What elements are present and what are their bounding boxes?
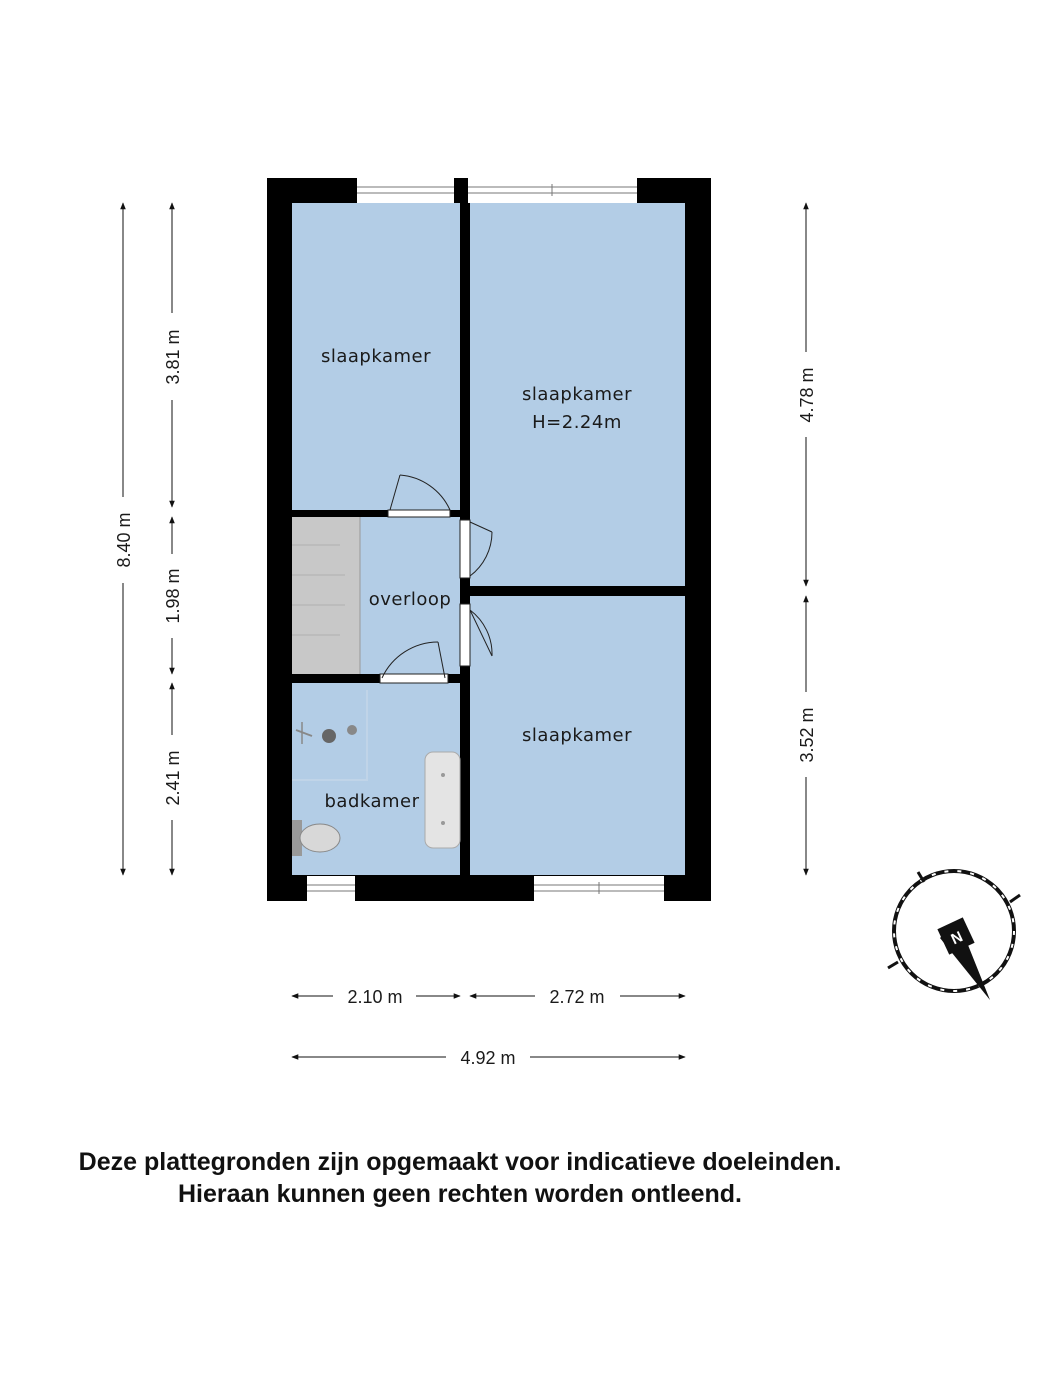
disclaimer-line-2: Hieraan kunnen geen rechten worden ontleend. xyxy=(178,1180,742,1208)
dim-total-height xyxy=(114,203,134,875)
dim-left-middle xyxy=(163,517,183,674)
compass-north-label: N xyxy=(948,928,966,949)
disclaimer-line-1: Deze plattegronden zijn opgemaakt voor indicatieve doeleinden. xyxy=(78,1148,842,1176)
sink xyxy=(425,752,460,848)
label-bathroom: badkamer xyxy=(324,791,420,812)
window-top-left xyxy=(357,178,454,203)
staircase xyxy=(292,517,360,674)
dim-left-bottom-label: 2.41 m xyxy=(163,750,183,806)
dim-right-bottom-label: 3.52 m xyxy=(797,707,817,763)
dim-total-width-label: 4.92 m xyxy=(460,1048,516,1068)
dim-bottom-right xyxy=(470,987,685,1007)
window-bottom-right xyxy=(534,876,664,901)
dim-left-middle-label: 1.98 m xyxy=(163,568,183,624)
dim-total-height-label: 8.40 m xyxy=(114,512,134,568)
dim-right-top-label: 4.78 m xyxy=(797,367,817,423)
dim-bottom-left-label: 2.10 m xyxy=(347,987,403,1007)
label-bedroom-3: slaapkamer xyxy=(521,725,633,746)
window-bottom-left xyxy=(307,876,355,901)
dim-left-top xyxy=(163,203,183,507)
dim-left-bottom xyxy=(163,683,183,875)
label-bedroom-2: slaapkamer xyxy=(521,384,633,405)
dim-total-width xyxy=(292,1048,685,1068)
dim-bottom-left xyxy=(292,987,460,1007)
compass-icon xyxy=(888,871,1020,1000)
dim-right-bottom xyxy=(797,596,817,875)
dim-right-top xyxy=(797,203,817,586)
label-landing: overloop xyxy=(368,589,452,610)
label-bedroom-2-height: H=2.24m xyxy=(532,412,622,433)
label-bedroom-1: slaapkamer xyxy=(320,346,432,367)
window-top-right xyxy=(468,178,637,203)
dim-bottom-right-label: 2.72 m xyxy=(549,987,605,1007)
dim-left-top-label: 3.81 m xyxy=(163,329,183,385)
